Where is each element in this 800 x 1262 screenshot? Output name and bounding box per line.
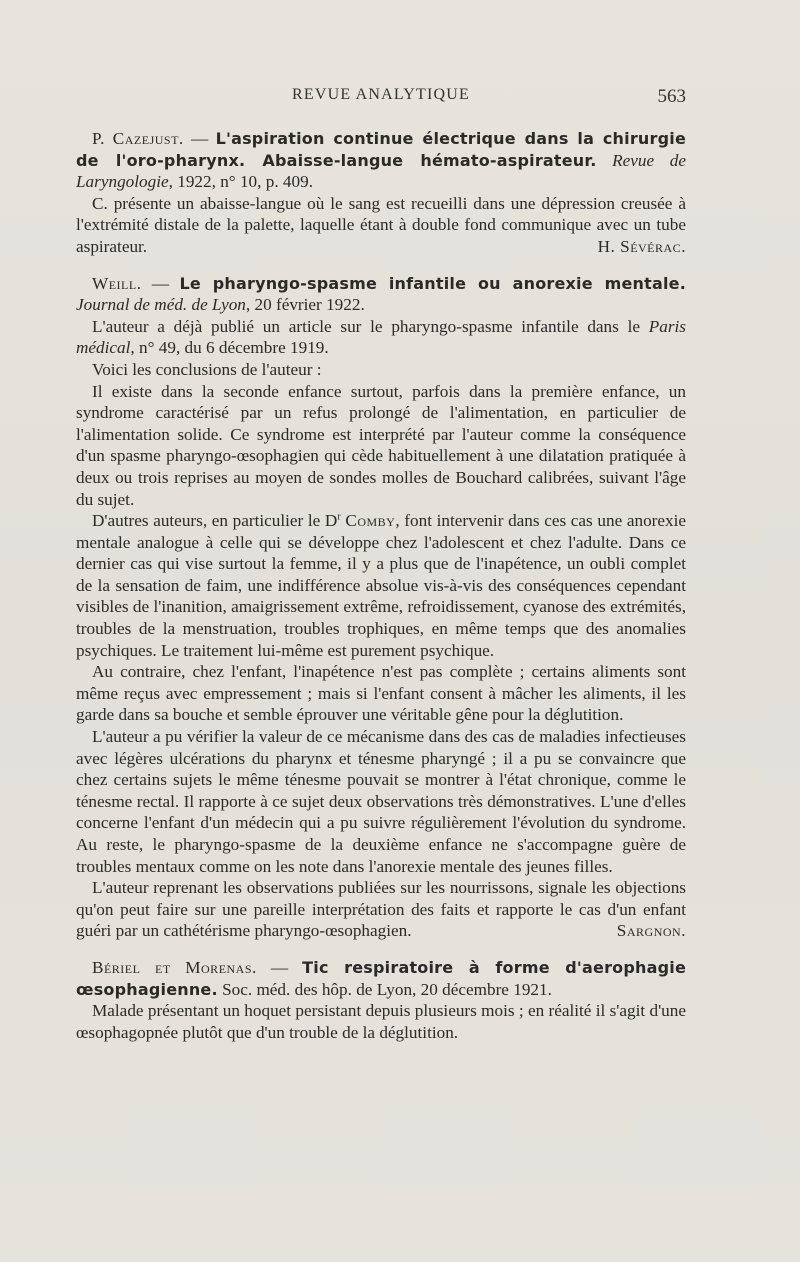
entry-source-details: , 1922, n° 10, p. 409. bbox=[168, 172, 313, 192]
entry-dash: — bbox=[256, 957, 303, 977]
paragraph-text: C. présente un abaisse-langue où le sang est recueilli dans une dépression creusée à l'extrémité distale de la palette, laquelle étant à double fond communique avec un tube aspirateur. bbox=[76, 193, 686, 256]
entry-paragraph: L'auteur a pu vérifier la valeur de ce mécanisme dans des cas de maladies infectieuses avec légères ulcérations du pharynx et ténesme pharyngé ; il a pu se convaincre que chez certains sujets le même ténesme pouvait se montrer à l'état chronique, comme le ténesme rectal. Il rapporte à ce sujet deux observations très démonstratives. L'une d'elles concerne l'enfant d'un médecin qui a pu suivre régulièrement l'évolution du syndrome. Au reste, le pharyngo-spasme de la deuxième enfance ne s'accompagne guère de troubles mentaux comme on les note dans l'anorexie mentale des jeunes filles. bbox=[76, 727, 686, 876]
entry-paragraph: Voici les conclusions de l'auteur : bbox=[92, 359, 322, 379]
entry-dash: — bbox=[183, 129, 216, 148]
entry-signature: Sargnon. bbox=[616, 921, 686, 941]
running-title: REVUE ANALYTIQUE bbox=[291, 86, 471, 103]
superscript: r bbox=[337, 511, 341, 523]
entry-paragraph bbox=[76, 877, 686, 942]
entry-title: Le pharyngo-spasme infantile ou anorexie mentale. bbox=[179, 273, 687, 293]
paragraph-text: L'auteur a déjà publié un article sur le pharyngo-spasme infantile dans le bbox=[92, 316, 649, 336]
entry-title: Tic respiratoire à forme d'aerophagie œsophagienne. bbox=[76, 957, 686, 999]
entry-signature: H. Sévérac. bbox=[597, 236, 686, 256]
entry-dash: — bbox=[141, 273, 180, 293]
entry-weill bbox=[76, 273, 686, 942]
article-body bbox=[76, 128, 686, 1058]
entry-heading bbox=[76, 273, 686, 316]
paragraph-text: , n° 49, du 6 décembre 1919. bbox=[130, 338, 329, 358]
entry-paragraph bbox=[76, 193, 686, 258]
entry-source-journal: Journal de méd. de Lyon bbox=[76, 295, 246, 315]
paragraph-text: D'autres auteurs, en particulier le D bbox=[92, 511, 338, 531]
entry-beriel-morenas bbox=[76, 957, 686, 1043]
entry-author: Bériel et Morenas. bbox=[92, 957, 257, 977]
entry-source-journal: Revue de Laryngologie bbox=[76, 150, 686, 192]
page-header bbox=[76, 86, 686, 110]
page-number: 563 bbox=[657, 86, 686, 107]
entry-heading bbox=[76, 128, 686, 193]
entry-author: Weill. bbox=[92, 273, 142, 293]
entry-source-details: Soc. méd. des hôp. de Lyon, 20 décembre 1921. bbox=[217, 979, 552, 999]
entry-paragraph bbox=[76, 316, 686, 359]
entry-author: P. Cazejust. bbox=[92, 129, 184, 148]
cited-author: Comby bbox=[345, 511, 396, 531]
paragraph-text: L'auteur reprenant les observations publiées sur les nourrissons, signale les objections qu'on peut faire sur une pareille interprétation des faits et rapporte le cas d'un enfant guéri par un cathétérisme pharyngo-œsophagien. bbox=[76, 878, 686, 941]
journal-reference: Paris médical bbox=[76, 316, 686, 358]
entry-cazejust bbox=[76, 128, 686, 258]
paragraph-text: , font intervenir dans ces cas une anorexie mentale analogue à celle qui se développe chez l'adolescent et chez l'adulte. Dans ce dernier cas qui vise surtout la femme, il y a plus que de l'inapétence, un oubli complet de la sensation de faim, une indifférence absolue vis-à-vis des conséquences cependant visibles de l'inanition, amaigrissement extrême, refroidissement, cyanose des extrémités, troubles de la menstruation, troubles trophiques, en même temps que des anomalies psychiques. Le traitement lui-même est purement psychique. bbox=[76, 511, 687, 660]
entry-paragraph: Il existe dans la seconde enfance surtout, parfois dans la première enfance, un syndrome caractérisé par un refus prolongé de l'alimentation, en particulier de l'alimentation solide. Ce syndrome est interprété par l'auteur comme la conséquence d'un spasme pharyngo-œsophagien qui cède habituellement à une dilatation pratiquée à deux ou trois reprises au moyen de sondes molles de Bouchard calibrées, suivant l'âge du sujet. bbox=[76, 381, 686, 509]
entry-paragraph bbox=[76, 510, 686, 661]
entry-paragraph: Malade présentant un hoquet persistant depuis plusieurs mois ; en réalité il s'agit d'une œsophagopnée plutôt que d'un trouble de la déglutition. bbox=[76, 1001, 686, 1042]
entry-paragraph: Au contraire, chez l'enfant, l'inapétence n'est pas complète ; certains aliments sont même reçus avec empressement ; mais si l'enfant consent à mâcher les aliments, il les garde dans sa bouche et semble éprouver une véritable gêne pour la déglutition. bbox=[76, 662, 686, 725]
entry-source-details: , 20 février 1922. bbox=[245, 295, 365, 315]
entry-heading bbox=[76, 957, 686, 1000]
entry-title: L'aspiration continue électrique dans la chirurgie de l'oro-pharynx. Abaisse-langue hémato-aspirateur. bbox=[76, 129, 686, 170]
